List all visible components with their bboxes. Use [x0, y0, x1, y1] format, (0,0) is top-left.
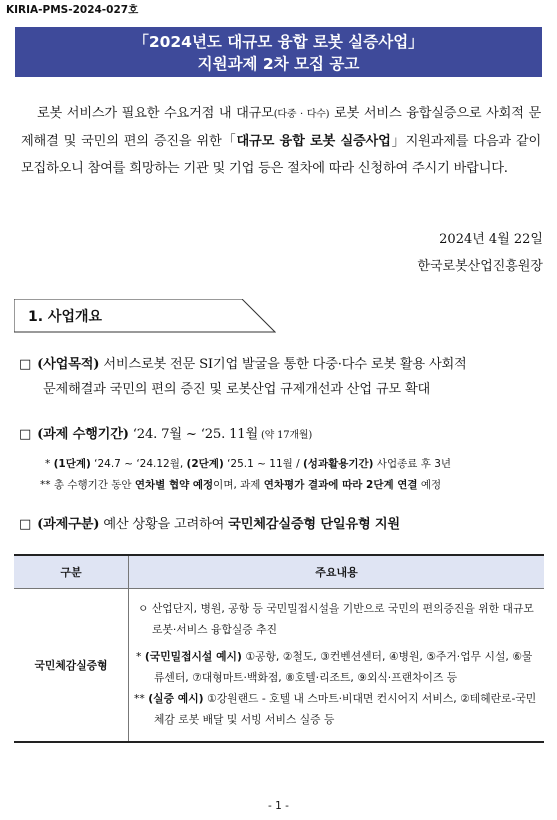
demo-examples-key: (실증 예시): [148, 692, 204, 705]
note-phase-1: (1단계): [53, 458, 91, 470]
issuer-name: 한국로봇산업진흥원장: [417, 259, 543, 274]
period-value: ‘24. 7월 ~ ‘25. 11월: [128, 427, 258, 442]
category-emphasis: 국민체감실증형 단일유형 지원: [228, 517, 400, 532]
row-content: [129, 589, 545, 743]
note-2-bold-b: 연차평가 결과에 따라 2단계 연결: [263, 479, 418, 491]
header-main-content: 주요내용: [129, 555, 545, 589]
purpose-line-1: 서비스로봇 전문 SI기업 발굴을 통한 다중·다수 로봇 활용 사회적: [99, 357, 467, 372]
section-1-header: [14, 299, 276, 333]
note-2-bold-a: 연차별 협약 예정: [134, 479, 214, 491]
category-key: (과제구분): [37, 517, 100, 532]
demo-examples-text: ①강원랜드 - 호텔 내 스마트·비대면 컨시어지 서비스, ②테헤란로-국민체감 로봇 배달 및 서빙 서비스 실증 등: [154, 692, 537, 726]
project-period-item: [19, 422, 312, 448]
announcement-date: 2024년 4월 22일: [439, 232, 543, 247]
note-marker: *: [45, 458, 54, 470]
period-duration: (약 17개월): [258, 430, 313, 441]
intro-paragraph: [21, 100, 541, 182]
intro-text-2: 로봇 서비스 융합실증으로 사회적 문제해결 및 국민의 편의 증진을 위한「: [21, 106, 542, 149]
bullet-marker: ㅇ: [138, 602, 149, 615]
title-line-1: 「2024년도 대규모 융합 로봇 실증사업」: [133, 33, 424, 51]
page-number: - 1 -: [268, 800, 289, 812]
demo-examples: [134, 688, 539, 730]
period-key: (과제 수행기간): [37, 427, 129, 442]
intro-small-note: (다중 · 다수): [273, 109, 330, 120]
checkbox-icon: □: [19, 357, 32, 372]
facility-examples-key: (국민밀접시설 예시): [144, 650, 242, 663]
checkbox-icon: □: [19, 427, 32, 442]
note-2-text-a: ** 총 수행기간 동안: [40, 479, 135, 491]
intro-text-3: 」지원과제를 다음과 같이 모집하오니 참여를 희망하는 기관 및 기업 등은 절차에 따라 신청하여 주시기 바랍니다.: [21, 134, 541, 176]
note-2-text-c: 예정: [417, 479, 442, 491]
project-category-item: [19, 512, 400, 537]
category-text: 예산 상황을 고려하여: [99, 517, 229, 532]
example-marker: *: [136, 650, 142, 663]
content-bullet: [134, 598, 539, 640]
intro-text-1: 로봇 서비스가 필요한 수요거점 내 대규모: [37, 106, 274, 121]
project-category-table: [14, 554, 544, 743]
row-label: 국민체감실증형: [14, 589, 129, 743]
bullet-text: 산업단지, 병원, 공항 등 국민밀접시설을 기반으로 국민의 편의증진을 위한 대규모 로봇·서비스 융합실증 추진: [151, 602, 534, 636]
purpose-key: (사업목적): [37, 357, 100, 372]
facility-examples-text: ①공항, ②철도, ③컨벤션센터, ④병원, ⑤주거·업무 시설, ⑥물류센터, ⑦대형마트·백화점, ⑧호텔·리조트, ⑨외식·프랜차이즈 등: [154, 650, 533, 684]
intro-program-name: 대규모 융합 로봇 실증사업: [236, 134, 391, 149]
note-phase-2: (2단계): [186, 458, 224, 470]
table-header-row: [14, 555, 544, 589]
note-phase-2-dates: ‘25.1 ~ 11월 /: [223, 458, 303, 470]
checkbox-icon: □: [19, 517, 32, 532]
purpose-line-2: 문제해결과 국민의 편의 증진 및 로봇산업 규제개선과 산업 규모 확대: [43, 382, 431, 397]
business-purpose-item: [19, 352, 544, 402]
note-utilization-text: 사업종료 후 3년: [373, 458, 452, 470]
example-marker: **: [134, 692, 145, 705]
period-note-1: [45, 456, 451, 471]
header-category: 구분: [14, 555, 129, 589]
title-line-2: 지원과제 2차 모집 공고: [197, 55, 360, 73]
document-id: KIRIA-PMS-2024-027호: [6, 4, 139, 16]
period-note-2: [40, 477, 441, 492]
facility-examples: [134, 646, 539, 688]
announcement-title-banner: [15, 27, 542, 77]
note-utilization-period: (성과활용기간): [303, 458, 374, 470]
table-row: [14, 589, 544, 743]
note-phase-1-dates: ‘24.7 ~ ‘24.12월,: [90, 458, 187, 470]
section-1-title: 1. 사업개요: [28, 309, 103, 325]
note-2-text-b: 이며, 과제: [213, 479, 264, 491]
